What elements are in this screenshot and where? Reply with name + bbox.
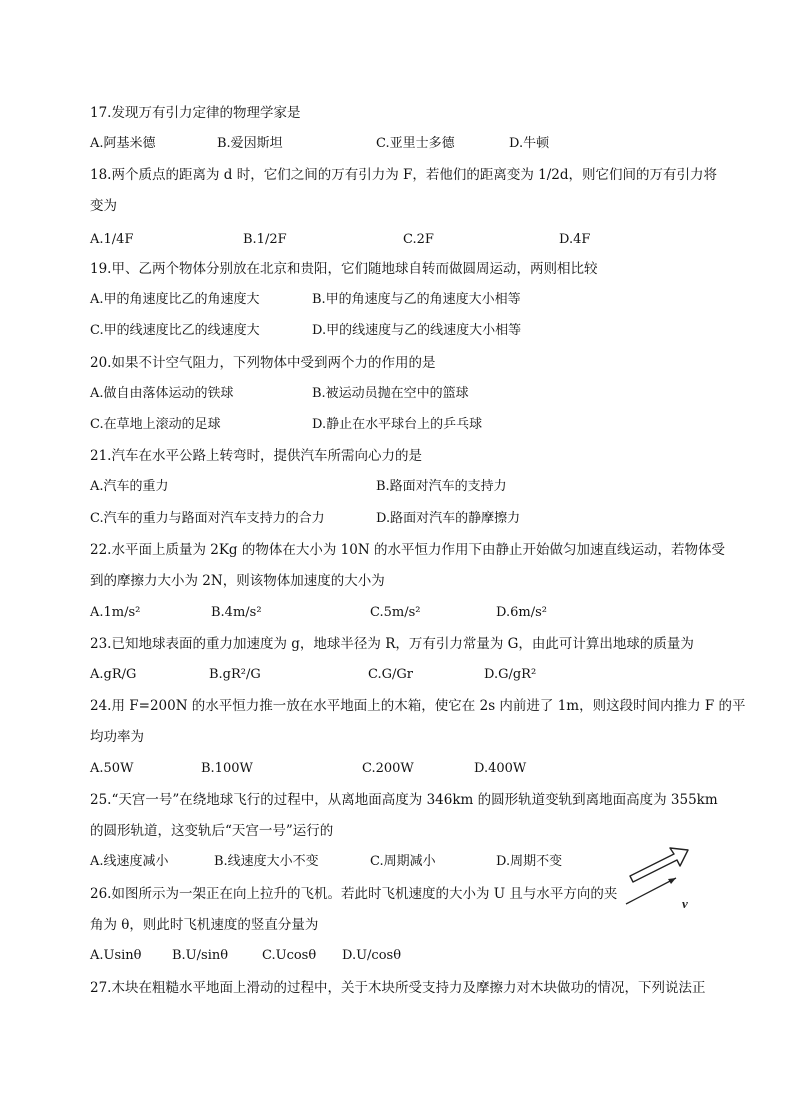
option-21-d: D.路面对汽车的静摩擦力 bbox=[376, 511, 521, 526]
option-22-d: D.6m/s² bbox=[496, 605, 547, 620]
question-23-stem: 23.已知地球表面的重力加速度为 g，地球半径为 R，万有引力常量为 G，由此可计算出地球的质量为 bbox=[90, 636, 694, 652]
option-20-b: B.被运动员抛在空中的篮球 bbox=[312, 386, 469, 401]
option-26-a: A.Usinθ bbox=[90, 948, 142, 963]
option-23-d: D.G/gR² bbox=[484, 667, 537, 682]
option-25-a: A.线速度减小 bbox=[90, 854, 169, 869]
option-21-c: C.汽车的重力与路面对汽车支持力的合力 bbox=[90, 511, 325, 526]
option-24-b: B.100W bbox=[201, 761, 253, 776]
question-24-stem: 24.用 F=200N 的水平恒力推一放在水平地面上的木箱，使它在 2s 内前进了 1m，则这段时间内推力 F 的平 bbox=[90, 698, 746, 714]
question-21-stem: 21.汽车在水平公路上转弯时，提供汽车所需向心力的是 bbox=[90, 448, 422, 464]
question-17-stem: 17.发现万有引力定律的物理学家是 bbox=[90, 105, 301, 121]
option-20-d: D.静止在水平球台上的乒乓球 bbox=[312, 417, 483, 432]
option-18-c: C.2F bbox=[403, 232, 434, 247]
option-19-a: A.甲的角速度比乙的角速度大 bbox=[90, 292, 260, 307]
option-18-b: B.1/2F bbox=[243, 232, 287, 247]
option-18-d: D.4F bbox=[559, 232, 591, 247]
option-26-c: C.Ucosθ bbox=[262, 948, 317, 963]
question-20-stem: 20.如果不计空气阻力，下列物体中受到两个力的作用的是 bbox=[90, 355, 436, 371]
option-19-d: D.甲的线速度与乙的线速度大小相等 bbox=[312, 323, 522, 338]
option-21-a: A.汽车的重力 bbox=[90, 479, 169, 494]
option-20-c: C.在草地上滚动的足球 bbox=[90, 417, 221, 432]
question-27-stem: 27.木块在粗糙水平地面上滑动的过程中，关于木块所受支持力及摩擦力对木块做功的情况，下列说法正 bbox=[90, 980, 706, 996]
option-22-b: B.4m/s² bbox=[211, 605, 262, 620]
question-26-stem: 26.如图所示为一架正在向上拉升的飞机。若此时飞机速度的大小为 U 且与水平方向的夹 bbox=[90, 886, 618, 902]
option-22-c: C.5m/s² bbox=[370, 605, 421, 620]
question-25-stem-cont: 的圆形轨道，这变轨后“天宫一号”运行的 bbox=[90, 823, 334, 839]
option-23-c: C.G/Gr bbox=[368, 667, 413, 682]
option-20-a: A.做自由落体运动的铁球 bbox=[90, 386, 234, 401]
option-22-a: A.1m/s² bbox=[90, 605, 141, 620]
option-24-c: C.200W bbox=[362, 761, 414, 776]
option-21-b: B.路面对汽车的支持力 bbox=[376, 479, 507, 494]
option-23-b: B.gR²/G bbox=[209, 667, 261, 682]
question-26-stem-cont: 角为 θ，则此时飞机速度的竖直分量为 bbox=[90, 917, 319, 933]
question-18-stem: 18.两个质点的距离为 d 时，它们之间的万有引力为 F，若他们的距离变为 1/2d，则它们间的万有引力将 bbox=[90, 167, 718, 183]
question-22-stem: 22.水平面上质量为 2Kg 的物体在大小为 10N 的水平恒力作用下由静止开始做匀加速直线运动，若物体受 bbox=[90, 542, 725, 558]
question-24-stem-cont: 均功率为 bbox=[90, 729, 144, 745]
plane-velocity-figure bbox=[618, 842, 708, 912]
option-23-a: A.gR/G bbox=[90, 667, 137, 682]
option-19-b: B.甲的角速度与乙的角速度大小相等 bbox=[312, 292, 521, 307]
option-26-d: D.U/cosθ bbox=[342, 948, 402, 963]
option-24-a: A.50W bbox=[90, 761, 134, 776]
option-18-a: A.1/4F bbox=[90, 232, 134, 247]
option-25-c: C.周期减小 bbox=[370, 854, 436, 869]
option-17-a: A.阿基米德 bbox=[90, 136, 156, 151]
question-25-stem: 25.“天宫一号”在绕地球飞行的过程中，从离地面高度为 346km 的圆形轨道变轨到离地面高度为 355km bbox=[90, 792, 718, 808]
question-22-stem-cont: 到的摩擦力大小为 2N，则该物体加速度的大小为 bbox=[90, 573, 385, 589]
velocity-label: v bbox=[682, 896, 688, 911]
option-25-d: D.周期不变 bbox=[496, 854, 563, 869]
question-19-stem: 19.甲、乙两个物体分别放在北京和贵阳，它们随地球自转而做圆周运动，两则相比较 bbox=[90, 261, 598, 277]
velocity-arrow-head-icon bbox=[668, 878, 676, 884]
option-25-b: B.线速度大小不变 bbox=[214, 854, 319, 869]
option-17-b: B.爱因斯坦 bbox=[217, 136, 283, 151]
option-17-d: D.牛顿 bbox=[509, 136, 550, 151]
hollow-arrow-icon bbox=[630, 848, 688, 882]
option-17-c: C.亚里士多德 bbox=[376, 136, 455, 151]
question-18-stem-cont: 变为 bbox=[90, 198, 117, 214]
option-26-b: B.U/sinθ bbox=[172, 948, 229, 963]
option-24-d: D.400W bbox=[474, 761, 527, 776]
option-19-c: C.甲的线速度比乙的线速度大 bbox=[90, 323, 260, 338]
